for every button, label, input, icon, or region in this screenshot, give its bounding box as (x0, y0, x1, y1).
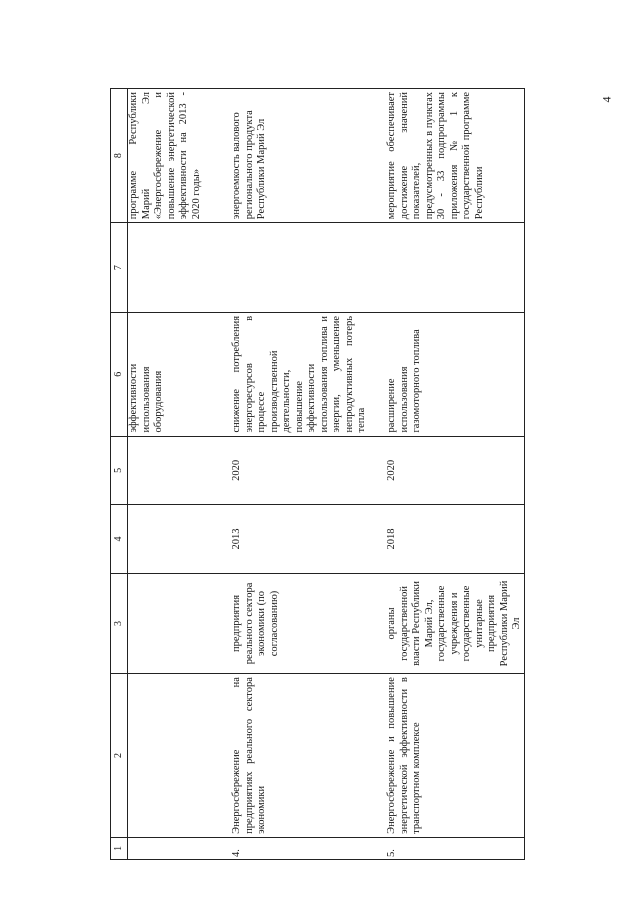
col-header-5: 5 (111, 436, 128, 505)
executor: предприятия реального сектора экономики (по согласованию) (226, 573, 381, 673)
indicator-link: мероприятие обеспечивает достижение значений показателей, предусмотренных в пунктах 30 - 33 подпрограммы приложения № 1 к государственной программе Республики (381, 89, 524, 223)
col-header-8: 8 (111, 89, 128, 223)
measure-name: Энергосбережение и повышение энергетической эффективности в транспортном комплексе (381, 674, 524, 838)
table-row (226, 89, 381, 860)
cont-cell-1 (128, 837, 227, 859)
col7-cell (381, 223, 524, 313)
executor: органы государственной власти Республики Марий Эл, государственные учреждения и государственные унитарные предприятия Республики Марий Эл (381, 573, 524, 673)
table-row (381, 89, 524, 860)
col-header-2: 2 (111, 674, 128, 838)
measure-name: Энергосбережение на предприятиях реального сектора экономики (226, 674, 381, 838)
expected-result: снижение потребления энергоресурсов в процессе производственной деятельности, повышение эффективности использования топлива и энергии, уменьшение непродуктивных потерь тепла (226, 312, 381, 436)
col7-cell (226, 223, 381, 313)
row-number: 5. (381, 837, 524, 859)
indicator-link: энергоемкость валового регионального продукта Республики Марий Эл (226, 89, 381, 223)
column-number-header-row (111, 89, 128, 860)
measures-table (110, 88, 525, 860)
page-number: 4 (599, 96, 614, 103)
end-year: 2020 (381, 436, 524, 505)
expected-result: расширение использования газомоторного топлива (381, 312, 524, 436)
col-header-4: 4 (111, 505, 128, 574)
table-row-continuation (128, 89, 227, 860)
document-table-rotated (110, 88, 535, 860)
start-year: 2018 (381, 505, 524, 574)
cont-cell-4 (128, 505, 227, 574)
col-header-1: 1 (111, 837, 128, 859)
end-year: 2020 (226, 436, 381, 505)
col-header-6: 6 (111, 312, 128, 436)
start-year: 2013 (226, 505, 381, 574)
cont-cell-link: программе Республики Марий Эл «Энергосбережение и повышение энергетической эффективности на 2013 - 2020 годы» (128, 89, 227, 223)
cont-cell-5 (128, 436, 227, 505)
col-header-3: 3 (111, 573, 128, 673)
cont-cell-7 (128, 223, 227, 313)
row-number: 4. (226, 837, 381, 859)
cont-cell-3 (128, 573, 227, 673)
cont-cell-2 (128, 674, 227, 838)
col-header-7: 7 (111, 223, 128, 313)
cont-cell-result: эффективности использования оборудования (128, 312, 227, 436)
